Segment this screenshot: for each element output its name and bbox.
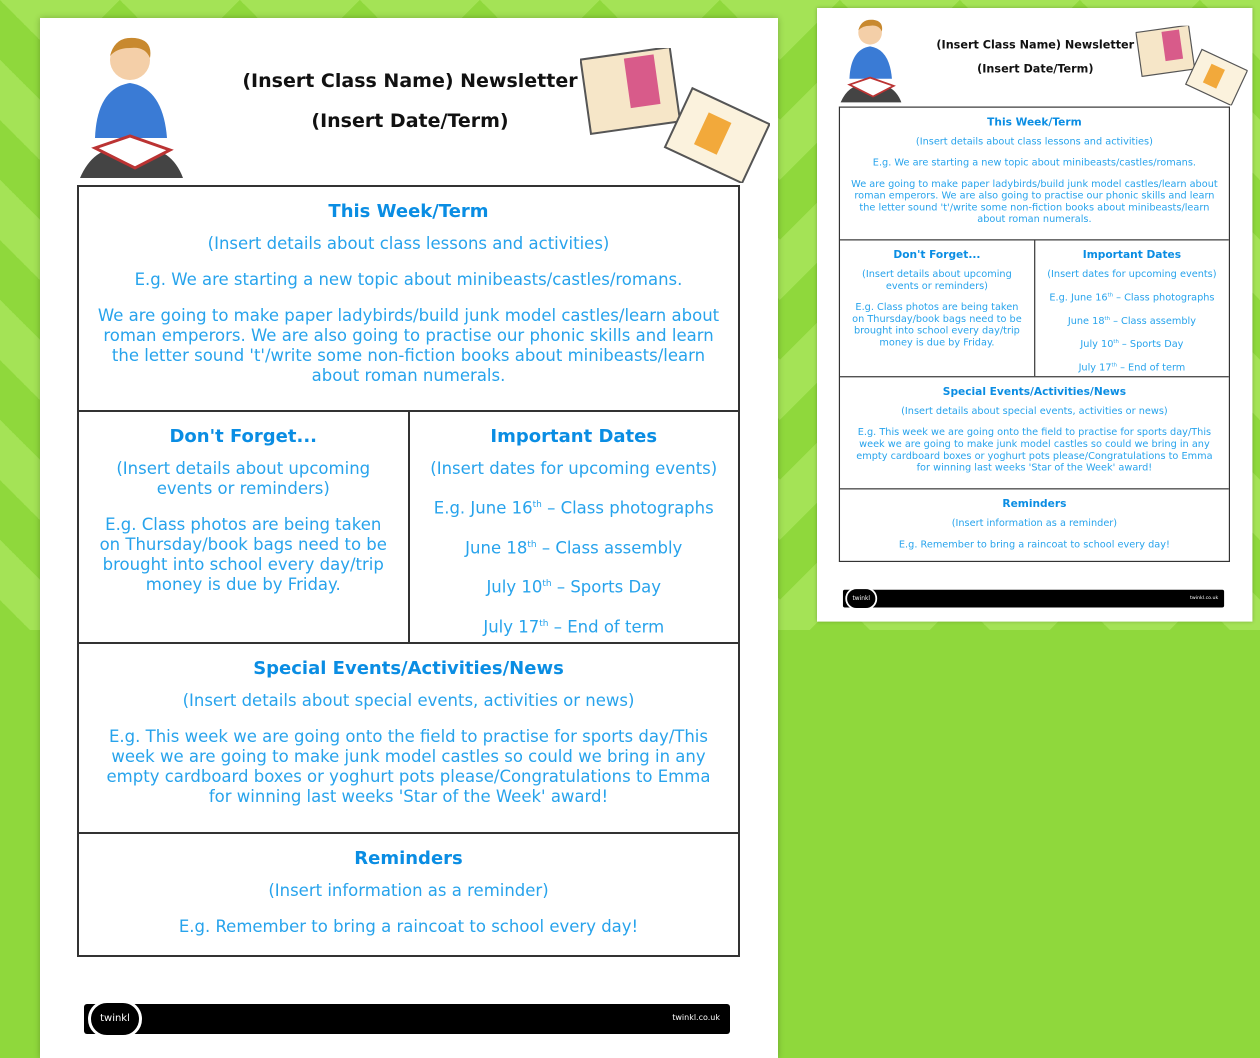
section-heading: This Week/Term [987, 115, 1082, 129]
section-text: E.g. Class photos are being taken on Thursday/book bags need to be brought into school every day/trip money is due by Friday. [852, 301, 1022, 348]
date-item: July 10th – Sports Day [1080, 338, 1184, 350]
section-text: (Insert details about special events, activities or news) [182, 691, 635, 710]
dont-forget-section [79, 412, 410, 642]
newsletter-date: (Insert Date/Term) [977, 62, 1094, 76]
section-text: (Insert dates for upcoming events) [1047, 268, 1217, 280]
date-item: July 17th – End of term [483, 617, 665, 636]
newsletter-page-full [817, 8, 1252, 622]
date-item: July 17th – End of term [1078, 361, 1186, 373]
section-text: (Insert dates for upcoming events) [430, 459, 718, 478]
section-text: (Insert details about upcoming events or reminders) [862, 268, 1012, 292]
this-week-section [79, 187, 738, 412]
reading-boy-illustration [838, 14, 903, 108]
section-text: E.g. Class photos are being taken on Thursday/book bags need to be brought into school every day/trip money is due by Friday. [99, 515, 387, 594]
special-events-section [840, 377, 1229, 489]
section-heading: Reminders [1002, 497, 1067, 511]
special-events-section [79, 644, 738, 834]
newsletter-page-zoomed [40, 18, 778, 1058]
section-text: (Insert information as a reminder) [268, 881, 549, 900]
this-week-section [840, 108, 1229, 241]
section-text: We are going to make paper ladybirds/build junk model castles/learn about roman emperors. We are also going to practise our phonic skills and learn the letter sound 't'/write some non-fiction books about minibeasts/learn about roman numerals. [97, 306, 720, 385]
section-text: E.g. Remember to bring a raincoat to school every day! [178, 917, 639, 936]
section-heading: Don't Forget... [169, 426, 318, 447]
reading-boy-illustration [75, 28, 185, 188]
twinkl-logo: twinkl [845, 587, 877, 609]
newsletter-content [77, 185, 740, 957]
section-heading: Important Dates [1082, 248, 1182, 262]
newsletter-title: (Insert Class Name) Newsletter [242, 70, 578, 92]
page-footer [84, 1004, 730, 1034]
footer-url: twinkl.co.uk [1190, 595, 1219, 601]
reminders-section [840, 489, 1229, 560]
section-text: E.g. Remember to bring a raincoat to school every day! [898, 538, 1170, 550]
date-item: June 18th – Class assembly [465, 538, 683, 557]
page-footer [843, 590, 1224, 608]
reminders-section [79, 834, 738, 955]
section-text: E.g. This week we are going onto the field to practise for sports day/This week we are going to make junk model castles so could we bring in any empty cardboard boxes or yoghurt pots please/Congratulations to Emma for winning last weeks 'Star of the Week' award! [106, 727, 711, 806]
newsletter-date: (Insert Date/Term) [311, 110, 509, 132]
section-text: (Insert information as a reminder) [951, 517, 1118, 529]
section-heading: This Week/Term [328, 201, 489, 222]
dont-forget-section [840, 240, 1035, 376]
section-heading: Reminders [354, 848, 463, 869]
section-text: We are going to make paper ladybirds/build junk model castles/learn about roman emperors. We are also going to practise our phonic skills and learn the letter sound 't'/write some non-fiction books about minibeasts/learn about roman numerals. [851, 177, 1218, 225]
section-heading: Important Dates [490, 426, 658, 447]
newsletter-title: (Insert Class Name) Newsletter [936, 38, 1135, 52]
newsletter-content [839, 107, 1230, 562]
twinkl-logo: twinkl [88, 1000, 142, 1038]
date-item: June 18th – Class assembly [1067, 314, 1196, 327]
section-text: (Insert details about class lessons and activities) [915, 135, 1153, 147]
section-text: (Insert details about upcoming events or reminders) [116, 459, 371, 498]
important-dates-section [1035, 240, 1229, 376]
section-text: E.g. We are starting a new topic about minibeasts/castles/romans. [872, 156, 1197, 168]
date-item: E.g. June 16th – Class photographs [433, 498, 714, 518]
footer-url: twinkl.co.uk [672, 1013, 720, 1022]
section-heading: Don't Forget... [893, 248, 981, 262]
section-text: (Insert details about special events, activities or news) [901, 405, 1168, 417]
section-text: E.g. This week we are going onto the field to practise for sports day/This week we are going to make junk model castles so could we bring in any empty cardboard boxes or yoghurt pots please/Congratulations to Emma for winning last weeks 'Star of the Week' award! [856, 426, 1213, 473]
date-item: July 10th – Sports Day [486, 577, 662, 597]
date-item: E.g. June 16th – Class photographs [1049, 291, 1215, 303]
section-text: E.g. We are starting a new topic about minibeasts/castles/romans. [134, 270, 683, 289]
section-heading: Special Events/Activities/News [942, 385, 1127, 398]
section-text: (Insert details about class lessons and activities) [207, 234, 610, 253]
section-heading: Special Events/Activities/News [253, 658, 564, 679]
important-dates-section [410, 412, 739, 642]
